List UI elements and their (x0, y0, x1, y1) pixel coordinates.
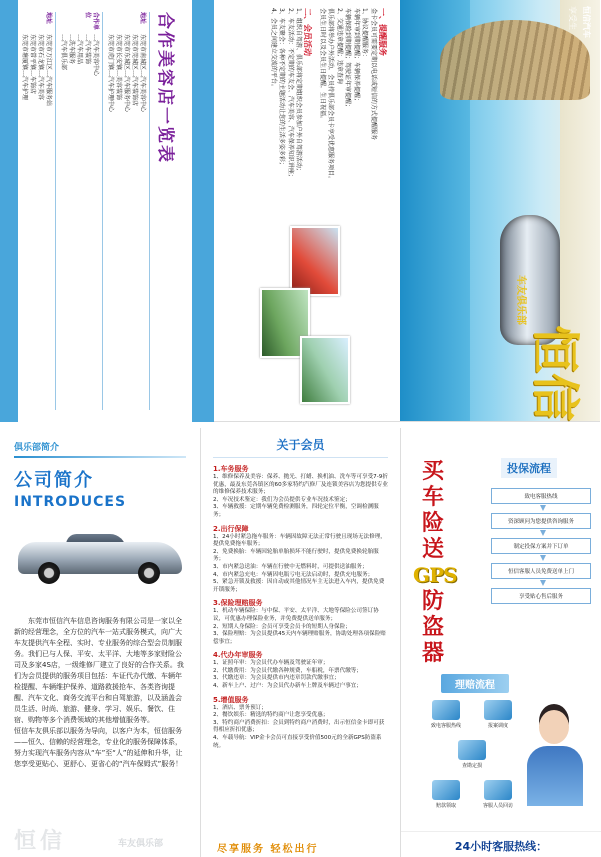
brochure-inside (0, 428, 600, 857)
icon-label: 客服人员回访 (482, 803, 513, 809)
membership-panel (200, 428, 400, 857)
flow-step: 享受贴心售后服务 (491, 588, 591, 604)
section-text: 1、24小时紧急拖车服务：车辆因故障无法正常行驶且现场无法修理，提供免费拖车服务； 2、免费换胎：车辆因轮胎单胎损坏不能行驶时，提供免费换轮胎服务； 3、市内紧急送油：车辆在行驶中无燃料时，可提供送油服务； 4、市内紧急充电：车辆因电瓶亏电无法启动时，提供充电服务； 5、紧急开锁及救援：因自动或其他情况车主无法进入车内，提供免费开锁服务； (213, 533, 386, 593)
gps-promo-vertical (413, 458, 457, 666)
bottom-color-bar (200, 0, 214, 422)
partners-title: 合作美容店一览表 (155, 12, 175, 164)
partners-panel (0, 0, 200, 421)
section-text: 1、酒店、票务预订； 2、餐饮娱乐：精选的特约商户让您享受优惠； 3、特约商户消费折扣：会员到特约商户消费时，出示恒信金卡即可获得相应折扣优惠； 4、车载导航：VIP金卡会员可直接享受价值500元的全新GPS防盗系统。 (213, 704, 385, 749)
row-head: 合作单位 (84, 12, 99, 31)
activity-photos (220, 226, 350, 406)
inspection-icon (437, 740, 507, 769)
slogan: 尽享服务 轻松出行 (217, 844, 319, 855)
promo-char: 送 (421, 536, 444, 562)
row-text: 东莞市南城区…汽车美容中心 东莞市莞城区…汽车装饰店 东莞市东城区…汽车服务中心 东莞市长安镇…美容装饰 东莞市虎门镇…汽车护理中心 (107, 34, 146, 113)
intro-panel (0, 428, 200, 857)
outdoor-photo (300, 336, 350, 404)
partners-table (0, 12, 150, 410)
flow-step: 恒信客服人员免费送单上门 (491, 563, 591, 579)
section-heading: 2.出行保障 (213, 524, 249, 533)
bottom-color-bar (0, 0, 18, 422)
section-text: 1、机动车辆保险：与中保、平安、太平洋、大地等保险公司签订协议，可优惠办理保险业务，并免费提供送单服务； 2、短期人身保险：会员可享受会员卡的短期人身保险； 3、保险理赔：为会员提供45天内车辆理赔服务，协助处理各项保险赔偿事宜； (213, 608, 386, 645)
row-head: 地址 (139, 12, 146, 25)
promo-char: 险 (421, 510, 444, 536)
promo-char: 车 (421, 484, 444, 510)
hotline-banner: 24小时客服热线： (401, 831, 601, 857)
reminder-heading: 一、提醒服务 (378, 8, 387, 56)
red-car-photo (290, 226, 340, 296)
brand-logo: 恒信 (527, 325, 583, 422)
row-text: 东莞市万江区…汽车服务站 东莞市石龙镇…汽车美容 东莞市常平镇…车饰店 东莞市塘厦镇…汽车护理 (21, 34, 52, 107)
insure-flow (491, 488, 591, 613)
activities-heading: 二、会员活动 (303, 8, 313, 56)
club-label: 俱乐部简介 (14, 443, 60, 453)
sports-car-image (14, 524, 186, 594)
icon-label: 查勘定损 (461, 763, 482, 769)
membership-heading: 关于会员 (213, 436, 388, 458)
services-panel (200, 0, 400, 421)
watermark-logo: 恒信 (14, 829, 67, 854)
section-heading: 4.代办年审服务 (213, 651, 263, 660)
reminder-text: 金卡会员可需要定期以电话或短信的方式提醒服务 1、协议提醒服务： 车辆年审到期提醒；车辆保养提醒； 车辆保险到期提醒；驾驶证年审提醒； 2、交通违章提醒；违章查询 俱乐部将举办户外活动，会员持俱乐部会员卡享受优惠服务项目。 会员生日时以及会员生日提醒，生日祝福。 (319, 8, 377, 183)
cover-text-layer (400, 0, 600, 422)
cover-tag-2: 享受生 (568, 6, 577, 30)
intro-text: 东莞市恒信汽车信息咨询服务有限公司是一家以全新的经营理念，全方位的汽车一站式服务模式，向广大车友提供汽车全程、实时、专业服务的综合型会员制服务。我们已与人保、平安、太平洋、大地等多家财险公司及多家4S店，一级维修厂建立了良好的合作关系。我们为会员提供的服务项目包括：车证代办代缴、车辆年检提醒、车辆维护保养、道路救援抢车、各类咨询提醒、汽车文化、商务交流平台和自驾旅游，以及涵盖会员生活、时尚、旅游、健身、学习、娱乐、餐饮、住宿、购物等多个消费领域的其他增值服务等。 恒信车友俱乐部以服务为导向，以客户为本，恒信服务——恒久、信赖的经营理念，专业化的服务保障体系，努力实现汽车服务内容从“车”至“人”的延伸和升华，让您享受更贴心、更舒心、更省心的“汽车保姆式”服务！ (14, 617, 184, 768)
partners-row (17, 12, 56, 410)
cover-panel (400, 0, 600, 421)
section-text: 1、证照年审：为会员代办车辆及驾驶证年审； 2、代缴费用：为会员代缴各种规费，车船税，年票代缴等； 3、代缴违章：为会员提供市内违章罚款代缴事宜； 4、新车上户、过户：为会员代办新车上牌及车辆过户事宜； (213, 660, 362, 690)
brochure-outside (0, 0, 600, 422)
icon-label: 报案调度 (487, 723, 508, 729)
divider (14, 456, 186, 458)
section-heading: 3.保险理赔服务 (213, 599, 263, 608)
insure-flow-heading: 投保流程 (501, 458, 557, 478)
section-heading: 1.车务服务 (213, 465, 249, 473)
top-color-bar (192, 0, 200, 422)
row-head: 地址 (45, 12, 52, 25)
insurance-panel (400, 428, 600, 857)
row-text: …汽车美容中心 …汽车装饰 …汽车用品 …洗车服务 …汽车俱乐部 (60, 34, 99, 77)
partners-row (103, 12, 150, 410)
flow-step: 制定投保方案并下订单 (491, 538, 591, 554)
watermark-subtitle: 车友俱乐部 (118, 839, 164, 849)
claims-flow-heading: 理赔流程 (441, 674, 509, 693)
activities-text: 1、组织自驾游、俱乐部将定期组织会员参加户外自驾游活动； 2、车友活动：不定期的车友会、汽车美容、汽车保养知识讲座； 3、车友聚会：各种不定期的主题活动让您的生活多姿多彩； 4、会员之间建立交流的平台。 (270, 8, 303, 180)
promo-char: 防 (421, 588, 444, 614)
section-text: 1、维修保养及美容：保养、抛光、打蜡、换机油、洗车等可享受7-9折优惠，最及东莞各镇区的60多家特约汽修厂及连锁美容店为您提供专业的维修保养技术服务； 2、车况技术鉴定：我们为会员提供专业车况技术鉴定； 3、车辆救援：定期车辆免费检测服务，四轮定位平衡，空调检测服务； (213, 474, 388, 518)
flow-step: 致电客服热线 (491, 488, 591, 504)
promo-char: 盗 (421, 614, 444, 640)
section-heading: 5.增值服务 (213, 695, 249, 704)
icon-label: 致电客服热线 (430, 723, 461, 729)
cover-tag-1: 恒信汽车 (582, 6, 591, 38)
brand-subtitle: 车友俱乐部 (515, 275, 526, 325)
customer-service-agent-image (521, 698, 591, 808)
partners-row (56, 12, 103, 410)
icon-label: 赔款领取 (435, 803, 456, 809)
promo-char: 买 (421, 458, 444, 484)
promo-char: 器 (421, 640, 444, 666)
promo-gps: GPS (413, 563, 457, 587)
intro-title-en: INTRODUCES (14, 494, 127, 510)
intro-title: 公司简介 (14, 470, 94, 491)
flow-step: 资深顾问为您提供咨询服务 (491, 513, 591, 529)
